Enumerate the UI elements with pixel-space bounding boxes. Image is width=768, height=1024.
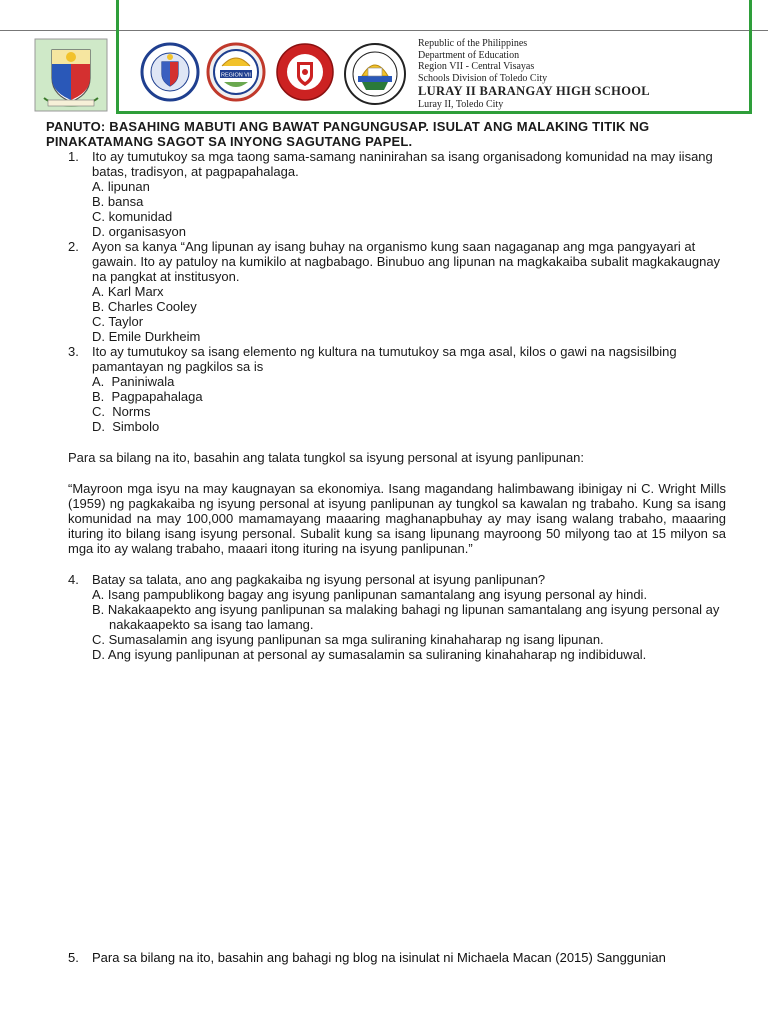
option: A. Karl Marx	[92, 284, 164, 299]
letterhead-republic: Republic of the Philippines	[418, 38, 528, 49]
letterhead-region: Region VII - Central Visayas	[418, 61, 535, 72]
question-number: 1.	[68, 149, 79, 164]
region-seal-label: REGION VII	[221, 72, 251, 79]
school-name: LURAY II BARANGAY HIGH SCHOOL	[418, 84, 650, 98]
option: C. Norms	[92, 404, 151, 419]
option: B. Charles Cooley	[92, 299, 197, 314]
option: A. lipunan	[92, 179, 150, 194]
option: C. Sumasalamin ang isyung panlipunan sa mga suliraning kinahaharap ng isang lipunan.	[92, 632, 604, 647]
option: D. Emile Durkheim	[92, 329, 201, 344]
region-vii-seal-icon	[204, 42, 268, 102]
question-number: 3.	[68, 344, 79, 359]
option: B. Nakakaapekto ang isyung panlipunan sa malaking bahagi ng lipunan samantalang ang isyung personal ay nakakaapekto sa isang tao lamang.	[92, 602, 720, 632]
question-2	[46, 239, 726, 344]
question-5-body	[46, 950, 726, 965]
option: C. komunidad	[92, 209, 173, 224]
option: B. bansa	[92, 194, 144, 209]
option: B. Pagpapahalaga	[92, 389, 203, 404]
philippine-seal-icon	[34, 38, 108, 112]
question-text: Ayon sa kanya “Ang lipunan ay isang buhay na organismo kung saan nagaganap ang mga pangyayari at gawain. Ito ay patuloy na kumikilo at nagbabago. Binubuo ang lipunan na magkakaiba subalit magkakaugnay na pangkat at institusyon.	[92, 239, 721, 284]
passage-intro: Para sa bilang na ito, basahin ang talata tungkol sa isyung personal at isyung panlipunan:	[68, 450, 585, 465]
division-seal-icon	[273, 42, 337, 102]
question-5	[46, 950, 726, 965]
option: D. Simbolo	[92, 419, 160, 434]
option: C. Taylor	[92, 314, 144, 329]
instructions: PANUTO: BASAHING MABUTI ANG BAWAT PANGUNGUSAP. ISULAT ANG MALAKING TITIK NG PINAKATAMANG SAGOT SA INYONG SAGUTANG PAPEL.	[46, 119, 650, 149]
question-text: Ito ay tumutukoy sa mga taong sama-samang naninirahan sa isang organisadong komunidad na may iisang batas, tradisyon, at pagpapahalaga.	[92, 149, 713, 179]
option: D. organisasyon	[92, 224, 186, 239]
school-seal-icon	[340, 42, 410, 106]
letterhead-department: Department of Education	[418, 49, 520, 61]
question-1	[46, 149, 726, 239]
letterhead-division: Schools Division of Toledo City	[418, 72, 548, 84]
question-text: Batay sa talata, ano ang pagkakaiba ng isyung personal at isyung panlipunan?	[92, 572, 546, 587]
question-3	[46, 344, 726, 434]
passage: “Mayroon mga isyu na may kaugnayan sa ekonomiya. Isang magandang halimbawang ibinigay ni C. Wright Mills (1959) ng pagkakaiba ng isyung personal at isyung panlipunan ay tungkol sa kawalan ng trabaho. Kung sa isang komunidad na may 100,000 mamamayang maaaring maghanapbuhay ay may isang walang trabaho, maaaring ituring ito bilang isang isyung personal. Subalit kung sa isang lipunang mayroong 50 milyong tao at 15 milyon sa mga ito ay walang trabaho, maaari itong ituring na isyung panlipunan.”	[68, 481, 726, 556]
deped-seal-icon	[140, 42, 200, 102]
exam-content	[46, 120, 726, 662]
question-4	[46, 572, 726, 662]
option: A. Paniniwala	[92, 374, 175, 389]
question-number: 2.	[68, 239, 79, 254]
school-address: Luray II, Toledo City	[418, 99, 504, 110]
option: A. Isang pampublikong bagay ang isyung panlipunan samantalang ang isyung personal ay hindi.	[92, 587, 648, 602]
question-number: 5.	[68, 950, 79, 965]
option: D. Ang isyung panlipunan at personal ay sumasalamin sa suliraning kinahaharap ng indibiduwal.	[92, 647, 647, 662]
question-number: 4.	[68, 572, 79, 587]
question-text: Ito ay tumutukoy sa isang elemento ng kultura na tumutukoy sa mga asal, kilos o gawi na nagsisilbing pamantayan ng pagkilos sa is	[92, 344, 677, 374]
letterhead	[418, 38, 650, 111]
question-text: Para sa bilang na ito, basahin ang bahagi ng blog na isinulat ni Michaela Macan (2015) Sanggunian	[92, 950, 666, 965]
